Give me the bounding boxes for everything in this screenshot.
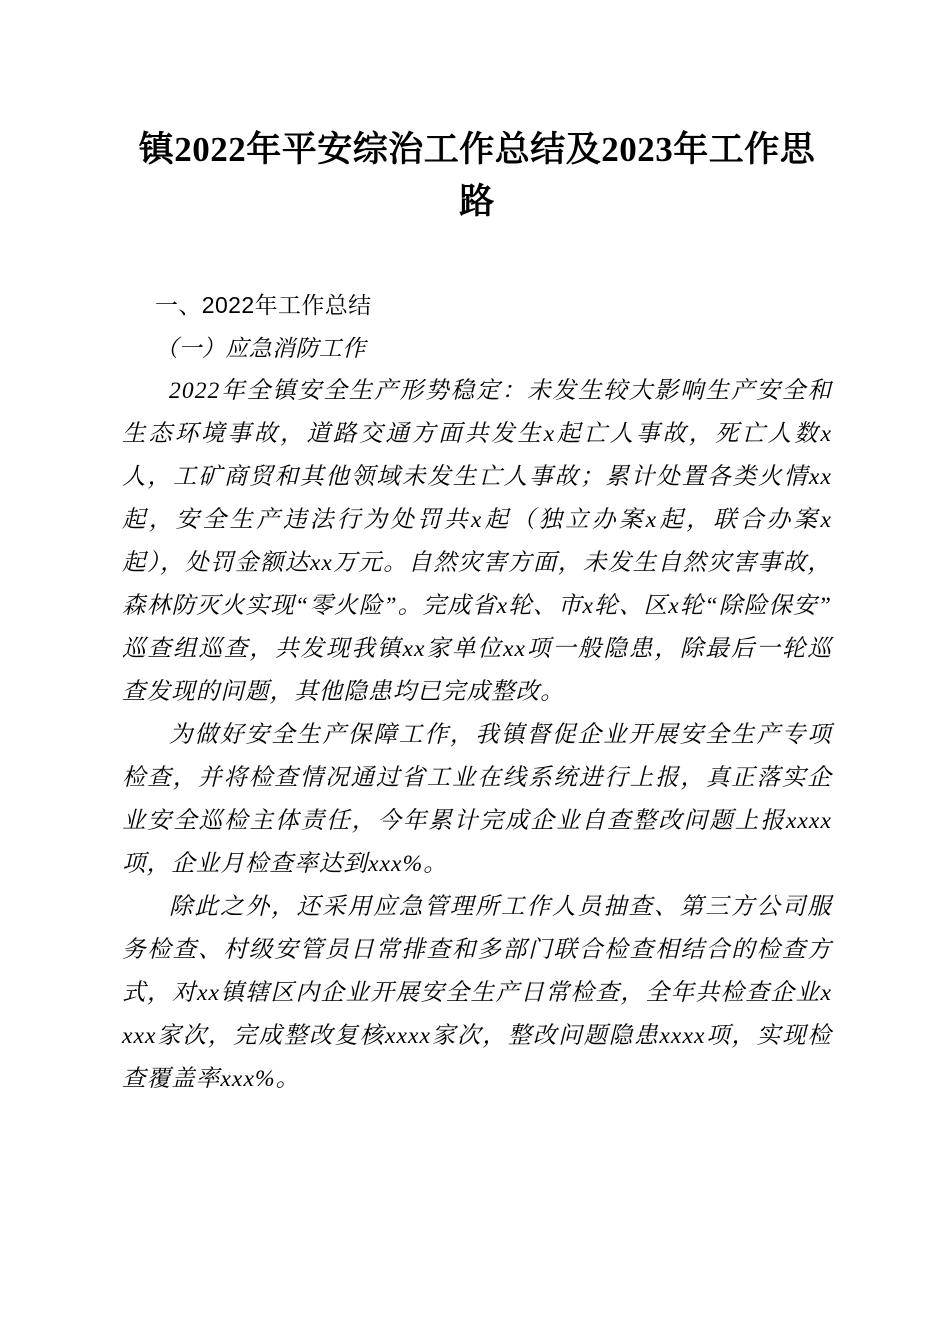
body-paragraph: 2022年全镇安全生产形势稳定：未发生较大影响生产安全和生态环境事故，道路交通方面共发生x起亡人事故，死亡人数x人，工矿商贸和其他领域未发生亡人事故；累计处置各类火情xx起，安全生产违法行为处罚共x起（独立办案x起，联合办案x起），处罚金额达xx万元。自然灾害方面，未发生自然灾害事故，森林防灭火实现“零火险”。完成省x轮、市x轮、区x轮“除险保安”巡查组巡查，共发现我镇xx家单位xx项一般隐患，除最后一轮巡查发现的问题，其他隐患均已完成整改。 [122,378,832,705]
heading-subsection-one-one: （一）应急消防工作 [155,336,366,361]
body-paragraph: 除此之外，还采用应急管理所工作人员抽查、第三方公司服务检查、村级安管员日常排查和多部门联合检查相结合的检查方式，对xx镇辖区内企业开展安全生产日常检查，全年共检查企业xxxx家次，完成整改复核xxxx家次，整改问题隐患xxxx项，实现检查覆盖率xxx%。 [122,894,832,1092]
document-title: 镇2022年平安综治工作总结及2023年工作思路 [138,130,816,221]
document-content-column [122,0,832,1101]
body-paragraph: 为做好安全生产保障工作，我镇督促企业开展安全生产专项检查，并将检查情况通过省工业在线系统进行上报，真正落实企业安全巡检主体责任，今年累计完成企业自查整改问题上报xxxx项，企业月检查率达到xxx%。 [122,722,832,877]
heading-section-one: 一、2022年工作总结 [155,292,372,318]
